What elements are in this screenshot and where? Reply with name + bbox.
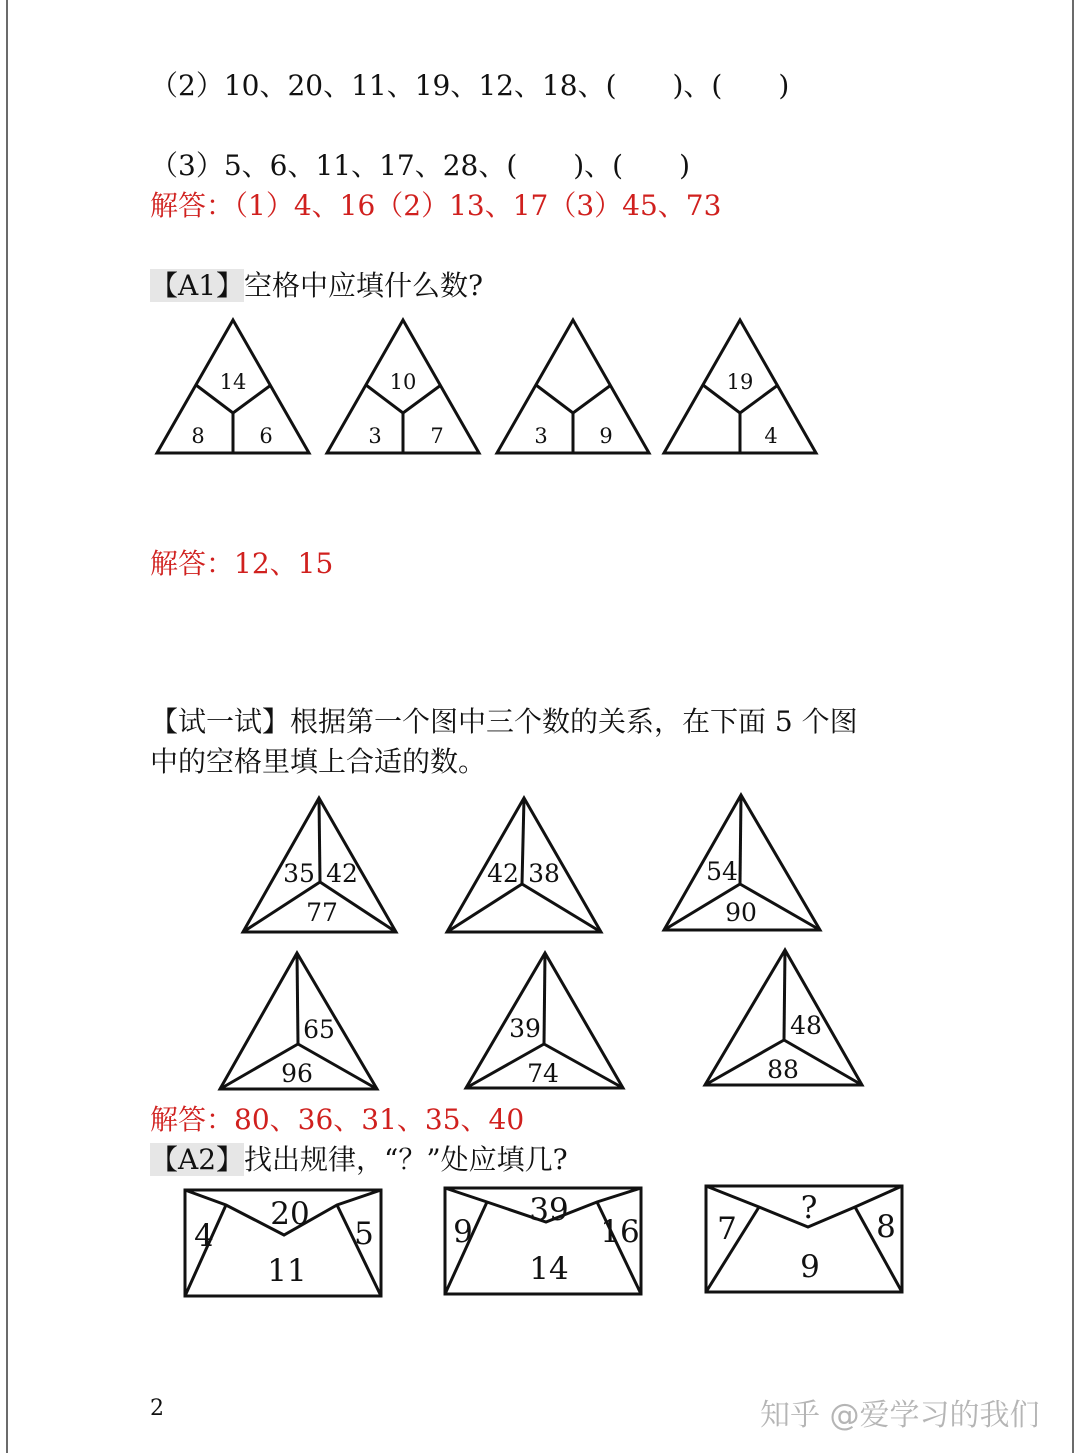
a1-t3-right: 9: [599, 424, 613, 448]
a2-e2-right: 16: [600, 1214, 640, 1250]
a1-t1-right: 6: [259, 424, 273, 448]
question-3: （3）5、6、11、17、28、( )、( ): [150, 149, 691, 182]
try-t3-left: 54: [706, 857, 738, 886]
a2-envelope-2: [445, 1188, 641, 1294]
watermark: 知乎 @爱学习的我们: [760, 1398, 1040, 1433]
try-t6-right: 48: [790, 1011, 822, 1040]
a1-t2-left: 3: [368, 424, 382, 448]
a1-t3-left: 3: [534, 424, 548, 448]
try-triangle-2: [447, 798, 601, 932]
a2-e1-right: 5: [354, 1216, 374, 1252]
a2-e3-right: 8: [876, 1209, 896, 1245]
a2-question: 找出规律，“？”处应填几?: [244, 1143, 568, 1176]
a1-t4-right: 4: [764, 424, 778, 448]
try-t1-bottom: 77: [306, 898, 338, 927]
try-t4-bottom: 96: [281, 1059, 313, 1088]
a2-e2-left: 9: [453, 1214, 473, 1250]
try-t4-right: 65: [303, 1015, 335, 1044]
a1-triangle-3: [497, 320, 649, 453]
a2-e1-top: 20: [270, 1196, 310, 1232]
try-triangle-5: [466, 953, 623, 1088]
a1-t1-left: 8: [191, 424, 205, 448]
try-t2-right: 38: [528, 859, 560, 888]
try-t5-bottom: 74: [527, 1059, 559, 1088]
a1-t4-top: 19: [726, 370, 754, 394]
a1-triangle-2: [327, 320, 479, 453]
try-t5-left: 39: [509, 1014, 541, 1043]
try-triangle-6: [705, 950, 862, 1085]
a1-answer: 解答：12、15: [150, 547, 334, 580]
try-answer: 解答：80、36、31、35、40: [150, 1103, 525, 1136]
a2-tag: 【A2】: [150, 1143, 245, 1176]
answer-sequences: 解答：（1）4、16（2）13、17（3）45、73: [150, 189, 722, 222]
try-t1-right: 42: [326, 859, 358, 888]
try-triangle-4: [220, 953, 377, 1089]
a2-e3-bottom: 9: [800, 1249, 820, 1285]
try-triangle-1: [243, 798, 396, 932]
a2-e3-top: ?: [800, 1190, 818, 1226]
a2-e2-bottom: 14: [529, 1251, 569, 1287]
a1-t2-right: 7: [430, 424, 444, 448]
a1-triangle-1: [157, 320, 309, 453]
try-t2-left: 42: [487, 859, 519, 888]
a2-e1-bottom: 11: [267, 1253, 307, 1289]
a1-question: 空格中应填什么数?: [244, 269, 484, 302]
a1-triangle-4: [664, 320, 816, 453]
try-triangle-3: [664, 795, 820, 930]
a2-e1-left: 4: [194, 1218, 214, 1254]
try-t1-left: 35: [283, 859, 315, 888]
a2-envelope-3: [706, 1186, 902, 1292]
a1-t2-top: 10: [389, 370, 417, 394]
a2-e3-left: 7: [717, 1211, 737, 1247]
try-heading-line1: 【试一试】根据第一个图中三个数的关系，在下面 5 个图: [150, 705, 858, 738]
a1-t1-top: 14: [219, 370, 247, 394]
try-heading-line2: 中的空格里填上合适的数。: [150, 745, 487, 778]
a1-tag: 【A1】: [150, 269, 245, 302]
try-t6-bottom: 88: [767, 1055, 799, 1084]
a2-e2-top: 39: [529, 1192, 569, 1228]
a2-envelope-1: [185, 1190, 381, 1296]
page-number: 2: [150, 1396, 164, 1421]
question-2: （2）10、20、11、19、12、18、( )、( ): [150, 69, 790, 102]
try-t3-bottom: 90: [725, 898, 757, 927]
